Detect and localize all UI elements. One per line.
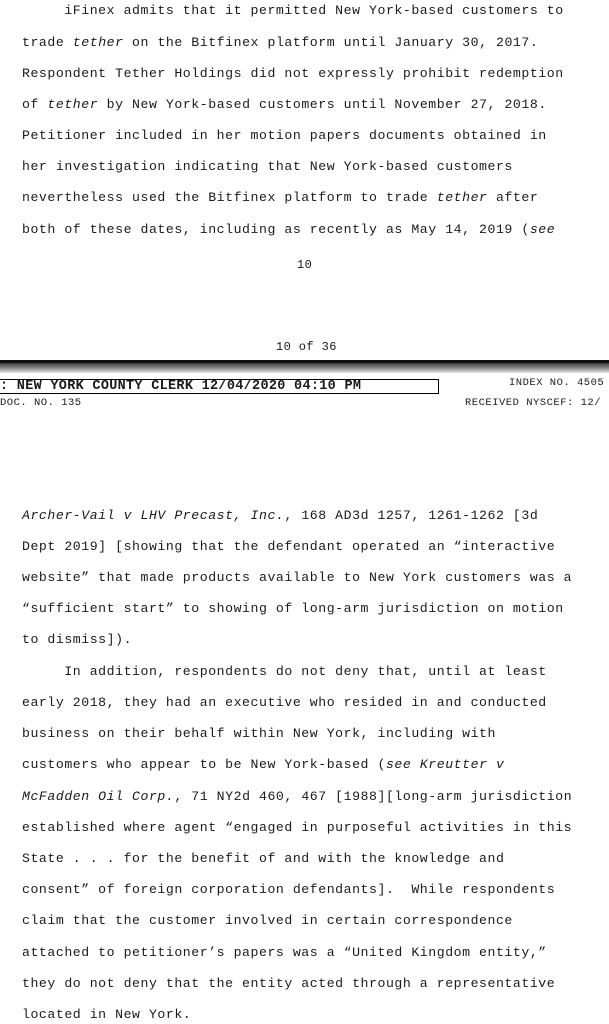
body-line: McFadden Oil Corp., 71 NY2d 460, 467 [1988][long-arm jurisdiction (22, 789, 573, 804)
page-number: 10 (297, 258, 313, 272)
body-line: Petitioner included in her motion papers documents obtained in (22, 128, 547, 143)
page-separator-shadow (0, 363, 609, 373)
body-line: business on their behalf within New York, including with (22, 726, 496, 741)
body-line: of tether by New York-based customers until November 27, 2018. (22, 97, 547, 112)
body-line: website” that made products available to New York customers was a (22, 570, 573, 585)
body-line: Dept 2019] [showing that the defendant operated an “interactive (22, 539, 556, 554)
body-line: consent” of foreign corporation defendants]. While respondents (22, 882, 556, 897)
body-line: State . . . for the benefit of and with the knowledge and (22, 851, 505, 866)
body-line: nevertheless used the Bitfinex platform to trade tether after (22, 190, 539, 205)
body-line: Respondent Tether Holdings did not expressly prohibit redemption (22, 66, 564, 81)
body-line: established where agent “engaged in purposeful activities in this (22, 820, 573, 835)
body-line: located in New York. (22, 1007, 192, 1022)
body-line: early 2018, they had an executive who resided in and conducted (22, 695, 547, 710)
index-number: INDEX NO. 4505 (509, 377, 605, 389)
clerk-stamp: : NEW YORK COUNTY CLERK 12/04/2020 04:10 PM (0, 379, 439, 394)
body-line: Archer-Vail v LHV Precast, Inc., 168 AD3d 1257, 1261-1262 [3d (22, 508, 539, 523)
body-line: “sufficient start” to showing of long-arm jurisdiction on motion (22, 601, 564, 616)
page-of-total: 10 of 36 (276, 340, 337, 354)
body-line: claim that the customer involved in certain correspondence (22, 913, 513, 928)
doc-number: DOC. NO. 135 (0, 397, 82, 409)
body-line: her investigation indicating that New York-based customers (22, 159, 513, 174)
body-line: they do not deny that the entity acted through a representative (22, 976, 556, 991)
body-line: trade tether on the Bitfinex platform until January 30, 2017. (22, 35, 539, 50)
body-line: both of these dates, including as recently as May 14, 2019 (see (22, 222, 556, 237)
body-line: iFinex admits that it permitted New York-based customers to (22, 3, 564, 18)
received-date: RECEIVED NYSCEF: 12/ (465, 397, 602, 409)
body-line: customers who appear to be New York-based (see Kreutter v (22, 757, 505, 772)
body-line: In addition, respondents do not deny that, until at least (22, 664, 547, 679)
body-line: attached to petitioner’s papers was a “United Kingdom entity,” (22, 945, 547, 960)
body-line: to dismiss]). (22, 632, 133, 647)
